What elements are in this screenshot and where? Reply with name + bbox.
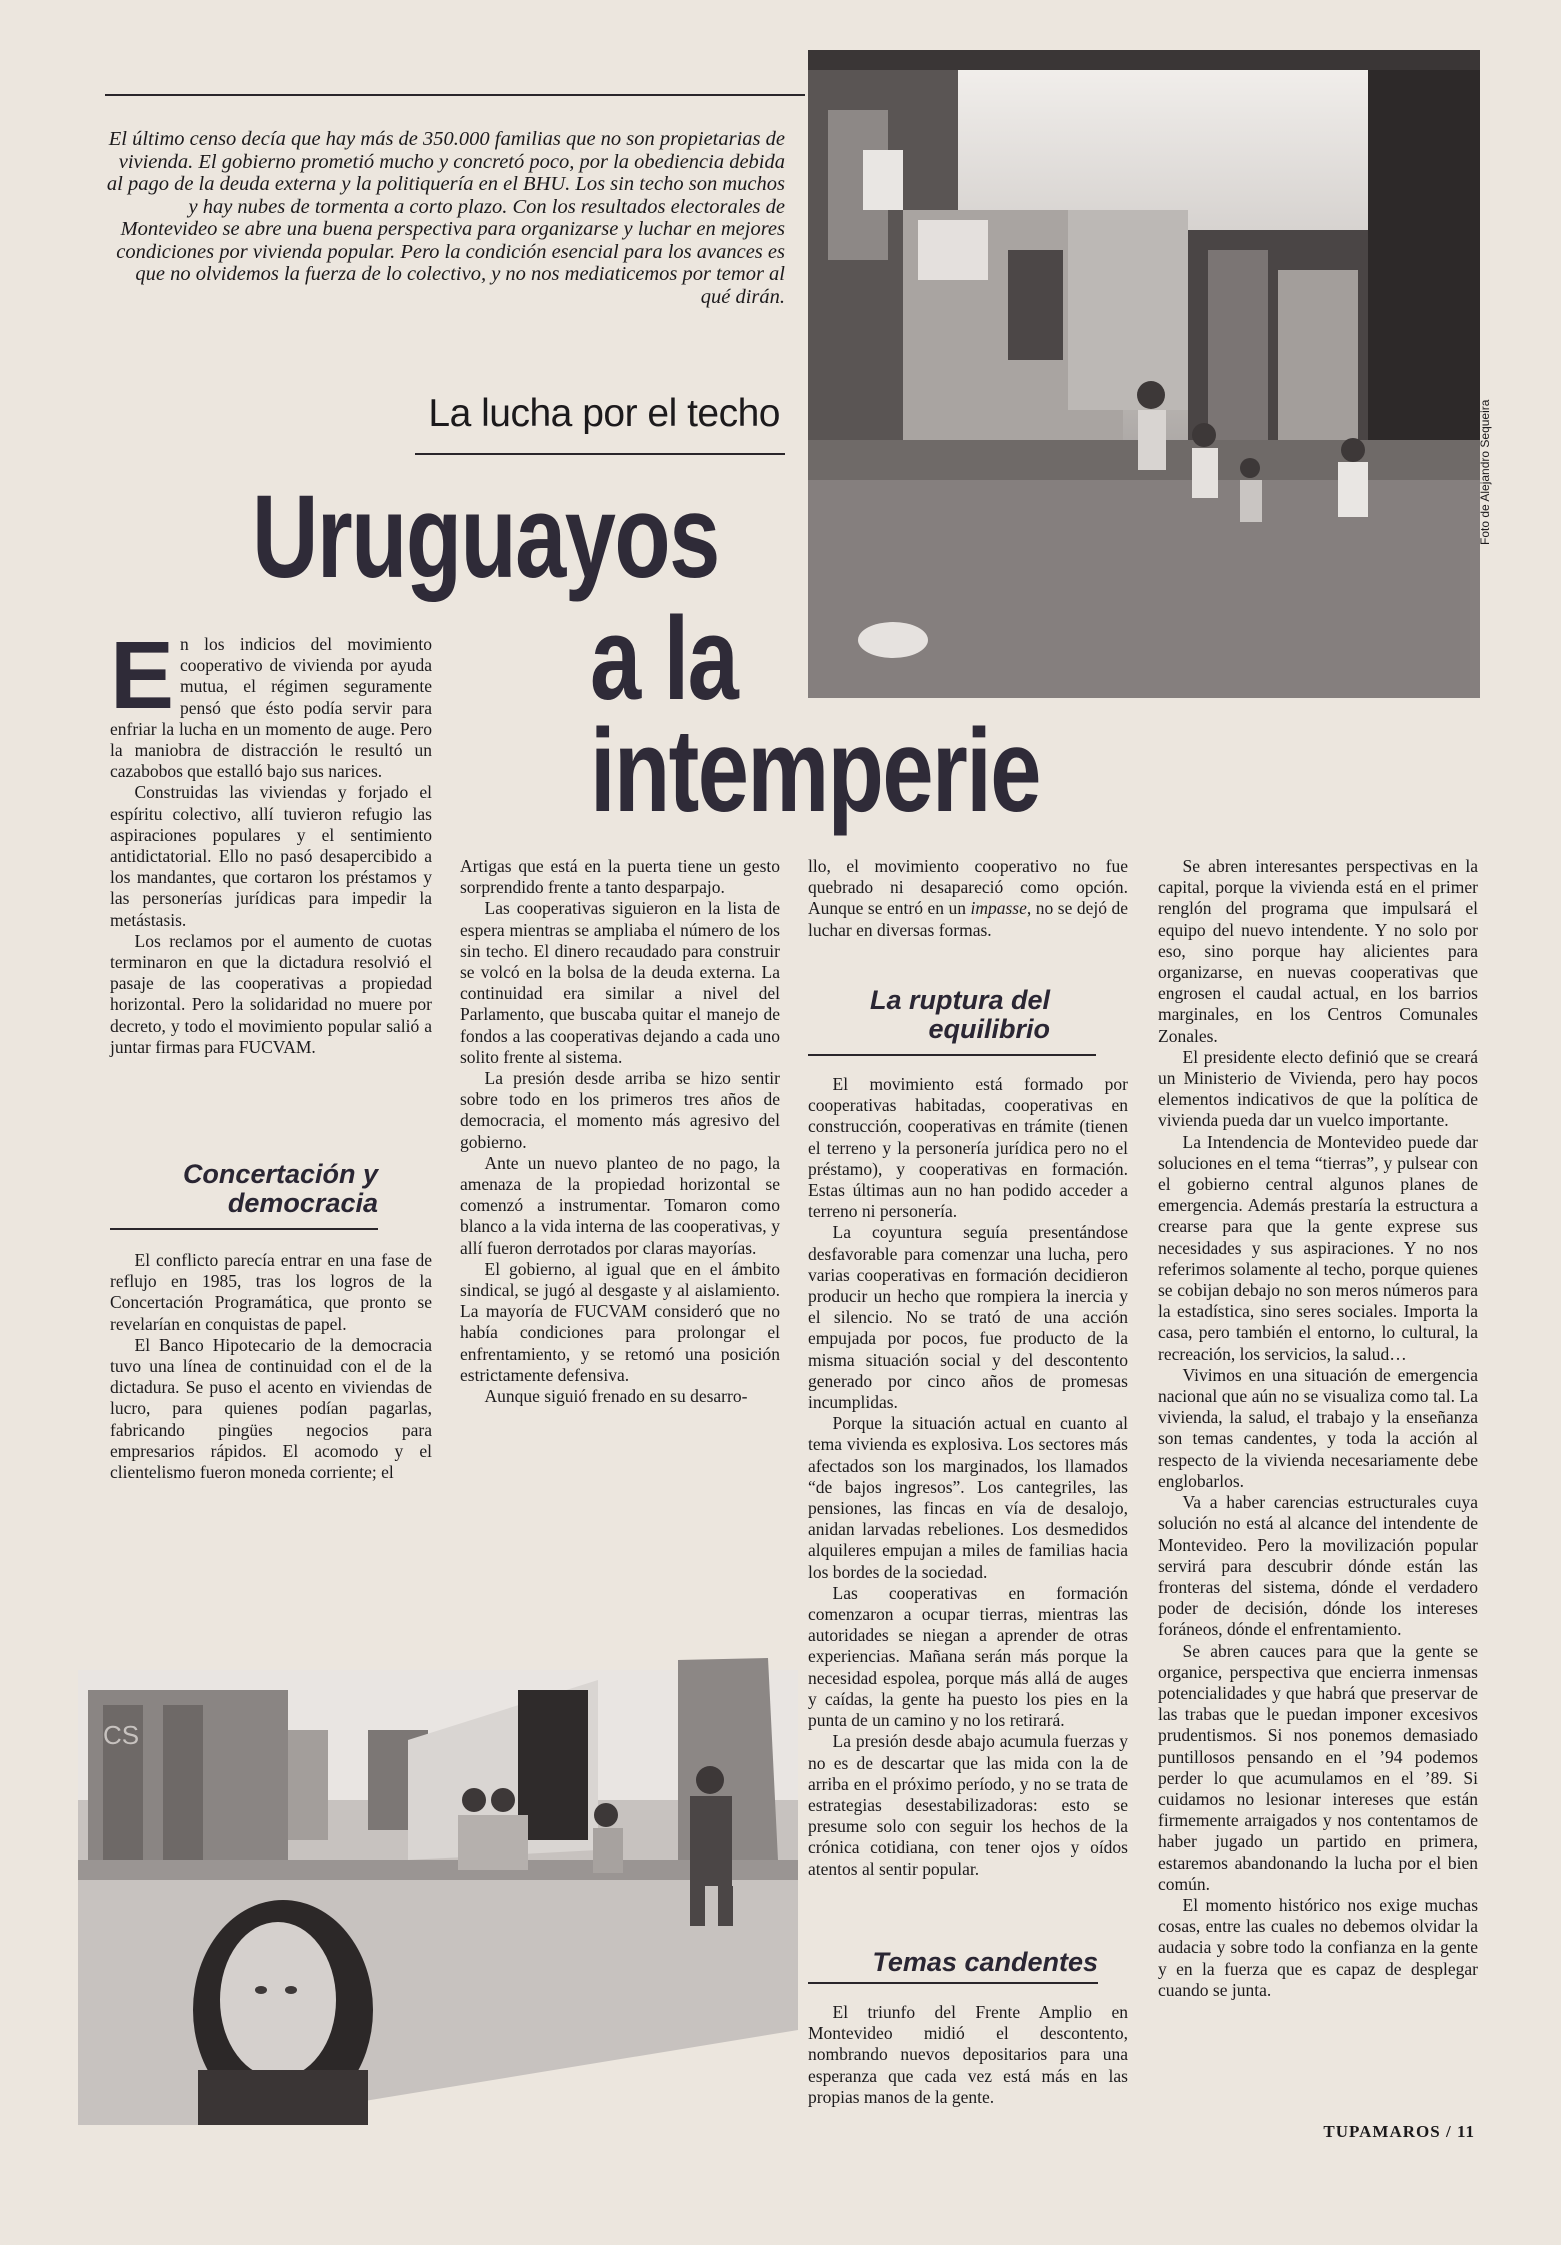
top-rule	[105, 94, 805, 96]
subhead-temas: Temas candentes	[872, 1947, 1098, 1977]
photo-container-lettering: CS	[103, 1720, 140, 1750]
column-4-paragraph-6: Se abren cauces para que la gente se organice, perspectiva que encierra inmensas potencialidades y que habrá que preservar de las trabas que le puedan imponer excesivos prudentismos. Si nos ponemos demasiado puntillosos pensando en el ’94 podemos perder lo que acumulamos en el ’89. Si cuidamos no lesionar intereses que están firmemente arraigados y nos contentamos de haber jugado un partido en primera, estaremos abandonando la lucha por el bien común.	[1158, 1640, 1478, 1894]
column-4-paragraph-1: Se abren interesantes perspectivas en la capital, porque la vivienda está en el primer renglón del programa que impulsará el equipo del nuevo intendente. Y no solo por eso, sino porque hay alicientes para organizarse, en nuevas cooperativas que engrosen el caudal actual, en los barrios marginales, en los Centros Comunales Zonales.	[1158, 856, 1478, 1046]
drop-cap: E	[110, 622, 175, 729]
column-1-paragraph-4: El conflicto parecía entrar en una fase de reflujo en 1985, tras los logros de la Concertación Programática, que pronto se revelarían en conquistas de papel.	[110, 1250, 432, 1334]
lead-paragraph: El último censo decía que hay más de 350.000 familias que no son propietarias de vivienda. El gobierno prometió mucho y concretó poco, por la obediencia debida al pago de la deuda externa y la politiquería en el BHU. Los sin techo son muchos y hay nubes de tormenta a corto plazo. Con los resultados electorales de Montevideo se abre una buena perspectiva para organizarse y luchar en mejores condiciones por vivienda popular. Pero la condición esencial para los avances es que no olvidemos la fuerza de lo colectivo, y no nos mediaticemos por temor al qué dirán.	[106, 128, 785, 308]
column-3-paragraph-6: La presión desde abajo acumula fuerzas y no es de descartar que las mida con la de arriba en el próximo período, y no se trata de estrategias desestabilizadoras: esto se presume solo con seguir los hechos de la crónica cotidiana, con tener ojos y oídos atentos al sentir popular.	[808, 1731, 1128, 1879]
publication-name: TUPAMAROS	[1323, 2122, 1441, 2141]
column-1-paragraph-3: Los reclamos por el aumento de cuotas terminaron en que la dictadura resolvió el pasaje de las cooperativas a propiedad horizontal. Pero la solidaridad no muere por decreto, y todo el movimiento popular salió a juntar firmas para FUCVAM.	[110, 930, 432, 1057]
column-4-paragraph-7: El momento histórico nos exige muchas cosas, entre las cuales no debemos olvidar la audacia y sobre todo la confianza en la gente y en la fuerza que es capaz de desplegar cuando se junta.	[1158, 1894, 1478, 2000]
column-1-paragraph-1	[110, 622, 432, 782]
column-1-paragraph-1-text: n los indicios del movimiento cooperativo de vivienda por ayuda mutua, el régimen seguramente pensó que ésto podía servir para enfriar la lucha en un momento de auge. Pero la maniobra de distracción le resultó un cazabobos que estalló bajo sus narices.	[110, 634, 432, 782]
subhead-rule-3	[808, 1982, 1098, 1984]
column-4-paragraph-2: El presidente electo definió que se creará un Ministerio de Vivienda, pero hay pocos elementos indicativos de que la política de vivienda pueda dar un vuelco importante.	[1158, 1046, 1478, 1131]
column-2-paragraph-3: La presión desde arriba se hizo sentir sobre todo en los primeros tres años de democracia, el momento más agresivo del gobierno.	[460, 1068, 780, 1152]
column-3-paragraph-4: Porque la situación actual en cuanto al tema vivienda es explosiva. Los sectores más afectados son los marginados, los llamados “de bajos ingresos”. Los cantegriles, las pensiones, las fincas en vía de desalojo, anidan larvadas rebeliones. Los desmedidos alquileres empujan a miles de familias hacia los bordes de la sociedad.	[808, 1413, 1128, 1582]
column-2-paragraph-6: Aunque siguió frenado en su desarro-	[484, 1386, 748, 1407]
column-4-paragraph-4: Vivimos en una situación de emergencia nacional que aún no se visualiza como tal. La vivienda, la salud, el trabajo y la enseñanza son temas candentes, y toda la acción al respecto de la vivienda necesariamente debe englobarlos.	[1158, 1364, 1478, 1491]
footer-separator: /	[1440, 2122, 1457, 2141]
column-3-middle	[808, 1074, 1128, 1880]
column-1-paragraph-2: Construidas las viviendas y forjado el espíritu colectivo, allí tuvieron refugio las aspiraciones populares y el sentimiento antidictatorial. Ello no pasó desapercibido a los mandantes, que cortaron los préstamos y las personerías jurídicas para impedir la metástasis.	[110, 782, 432, 930]
kicker-rule	[415, 453, 785, 455]
column-1-paragraph-5: El Banco Hipotecario de la democracia tuvo una línea de continuidad con el de la dictadura. Se puso el acento en viviendas de lucro, para quienes podían pagarlas, fabricando pingües negocios para empresarios rápidos. El acomodo y el clientelismo fueron moneda corriente; el	[110, 1334, 432, 1483]
column-3-paragraph-1-a: llo, el movimiento cooperativo no fue quebrado ni desapareció como opción. Aunque se entró en un	[808, 856, 1128, 919]
page-number: 11	[1456, 2122, 1475, 2141]
photo-children-street	[808, 50, 1480, 698]
column-4-paragraph-3: La Intendencia de Montevideo puede dar soluciones en el tema “tierras”, y pulsear con el gobierno central algunos planes de emergencia. Además prestaría la estructura a crearse para que la gente exprese sus necesidades y sus aspiraciones. Y no nos referimos solamente al techo, porque quienes se cobijan debajo no son meros números para la estadística, sino seres sociales. Importa la casa, pero también el entorno, lo cultural, la recreación, los servicios, la salud…	[1158, 1131, 1478, 1364]
column-3-paragraph-1-em: impasse	[970, 898, 1027, 919]
subhead-ruptura: La ruptura del equilibrio	[869, 985, 1050, 1044]
column-2	[460, 856, 780, 1407]
column-3-paragraph-2: El movimiento está formado por cooperativas habitadas, cooperativas en construcción, cooperativas en trámite (tienen el terreno y la personería jurídica pero no el préstamo), y cooperativas en formación. Estas últimas aun no han podido acceder a terreno ni personería.	[808, 1074, 1128, 1222]
subhead-rule-2	[808, 1054, 1096, 1056]
photo-credit: Foto de Alejandro Sequeira	[1478, 399, 1492, 545]
column-2-paragraph-4: Ante un nuevo planteo de no pago, la amenaza de la propiedad horizontal se comenzó a instrumentar. Tomaron como blanco a la vida interna de las cooperativas, y allí fueron derrotados por claras mayorías.	[460, 1152, 780, 1258]
column-3-paragraph-1	[808, 856, 1128, 941]
headline-line-3: intemperie	[590, 705, 1040, 837]
column-3-paragraph-1-b: , no se dejó de luchar en diversas formas.	[808, 898, 1128, 940]
column-1	[110, 622, 432, 1058]
column-2-paragraph-5: El gobierno, al igual que en el ámbito sindical, se jugó al desgaste y al aislamiento. La mayoría de FUCVAM consideró que no había condiciones para prolongar el enfrentamiento, y se retomó una posición estrictamente defensiva.	[460, 1258, 780, 1385]
column-3-paragraph-7: El triunfo del Frente Amplio en Montevideo midió el descontento, nombrando nuevos depositarios para una esperanza que cada vez está más en las propias manos de la gente.	[808, 2002, 1128, 2107]
column-1-lower	[110, 1250, 432, 1483]
page-footer	[1300, 2122, 1475, 2142]
column-3-paragraph-5: Las cooperativas en formación comenzaron a ocupar tierras, mientras las autoridades se niegan a aprender de otras experiencias. Mañana serán más porque la necesidad espolea, porque más allá de auges y caídas, la gente ha puesto los pies en la punta de un camino y no los retirará.	[808, 1582, 1128, 1731]
subhead-rule-1	[110, 1228, 378, 1230]
column-3-lower	[808, 2002, 1128, 2108]
column-4-paragraph-5: Va a haber carencias estructurales cuya solución no está al alcance del intendente de Montevideo. Pero la movilización popular servirá para descubrir dónde están las fronteras del sistema, dónde el verdadero poder de decisión, dónde los intereses foráneos, dónde el enfrentamiento.	[1158, 1492, 1478, 1640]
subhead-concertacion: Concertación y democracia	[182, 1159, 378, 1218]
column-2-paragraph-2: Las cooperativas siguieron en la lista de espera mientras se ampliaba el número de los sin techo. El dinero recaudado para construir se volcó en la bolsa de la deuda externa. La continuidad era similar a nivel del Parlamento, que buscaba quitar el manejo de fondos a las cooperativas dejando a cada uno solito frente al sistema.	[460, 898, 780, 1067]
column-3	[808, 856, 1128, 941]
headline-line-1: Uruguayos	[252, 471, 719, 603]
headline-line-2: a la	[590, 593, 738, 725]
photo-settlement-image	[78, 1560, 798, 2125]
photo-children-street-image	[808, 50, 1480, 698]
column-2-paragraph-1: Artigas que está en la puerta tiene un gesto sorprendido frente a tanto desparpajo.	[460, 856, 780, 898]
column-3-paragraph-3: La coyuntura seguía presentándose desfavorable para comenzar una lucha, pero varias cooperativas en formación decidieron producir un hecho que rompiera la inercia y el silencio. No se trató de una acción empujada por pocos, fue producto de la misma situación social y del descontento generado por cinco años de promesas incumplidas.	[808, 1222, 1128, 1413]
photo-settlement	[78, 1560, 798, 2125]
column-4	[1158, 856, 1478, 2001]
kicker: La lucha por el techo	[428, 392, 780, 435]
